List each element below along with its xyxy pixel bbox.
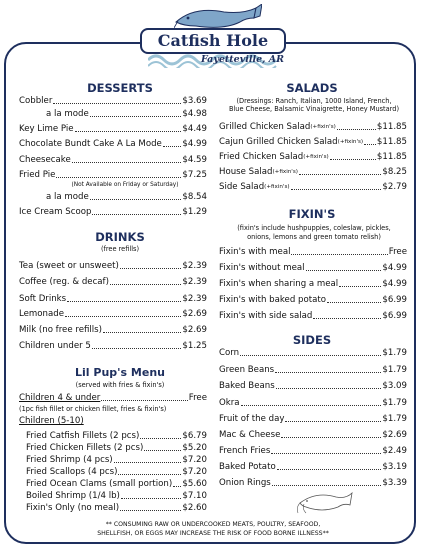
warning-line-1: ** CONSUMING RAW OR UNDERCOOKED MEATS, POULTRY, SEAFOOD, [105,521,321,528]
sides-heading: SIDES [292,333,332,347]
fixins-note-line2: onions, lemons and green tomato relish) [247,233,381,241]
brand-title: Catfish Hole [140,28,286,54]
drink-item: Coffee (reg. & decaf) $2.39 [19,277,207,287]
warning-line-2: SHELLFISH, OR EGGS MAY INCREASE THE RISK OF FOOD BORNE ILLNESS** [97,529,329,537]
kids-note: (served with fries & fixin's) [75,381,165,389]
kids-item: Fixin's Only (no meal) $2.60 [26,503,207,513]
fixins-item: Fixin's with meal Free [219,247,407,257]
fixins-heading: FIXIN'S [288,207,336,221]
kids-item: Fried Ocean Clams (small portion) $5.60 [26,479,207,489]
fried-pie-note: (Not Available on Friday or Saturday) [71,182,179,188]
kids-item: Fried Shrimp (4 pcs) $7.20 [26,455,207,465]
kids-heading: Lil Pup's Menu [75,366,165,379]
salad-item: Cajun Grilled Chicken Salad (+fixin's) $11.85 [219,137,407,147]
dessert-item: Chocolate Bundt Cake A La Mode $4.99 [19,139,207,149]
salad-item: Fried Chicken Salad (+fixin's) $11.85 [219,152,407,162]
kids-group-label: Children (5-10) [19,416,84,426]
kids-item: Fried Scallops (4 pcs) $7.20 [26,467,207,477]
fixins-item: Fixin's without meal $4.99 [219,263,407,273]
dessert-item: Cobbler $3.69 [19,96,207,106]
side-item: French Fries $2.49 [219,446,407,456]
side-item: Onion Rings $3.39 [219,478,407,488]
dessert-item: a la mode $4.98 [46,109,207,119]
salad-item: House Salad (+fixin's) $8.25 [219,167,407,177]
fixins-note-line1: (fixin's include hushpuppies, coleslaw, pickles, [237,224,391,232]
dessert-item: Fried Pie $7.25 [19,170,207,180]
fish-sketch-icon [296,487,358,515]
drink-item: Lemonade $2.69 [19,309,207,319]
dessert-item: Ice Cream Scoop $1.29 [19,207,207,217]
fixins-item: Fixin's with baked potato $6.99 [219,295,407,305]
fixins-item: Fixin's with side salad $6.99 [219,311,407,321]
drink-item: Children under 5 $1.25 [19,341,207,351]
salads-note-line1: (Dressings: Ranch, Italian, 1000 Island, French, [236,97,392,105]
food-safety-warning [60,521,366,538]
side-item: Fruit of the day $1.79 [219,414,407,424]
side-item: Corn $1.79 [219,348,407,358]
drink-item: Milk (no free refills) $2.69 [19,325,207,335]
kids-item: Fried Catfish Fillets (2 pcs) $6.79 [26,431,207,441]
kids-item: Boiled Shrimp (1/4 lb) $7.10 [26,491,207,501]
side-item: Green Beans $1.79 [219,365,407,375]
fixins-item: Fixin's when sharing a meal $4.99 [219,279,407,289]
side-item: Baked Potato $3.19 [219,462,407,472]
dessert-item: Cheesecake $4.59 [19,155,207,165]
side-item: Baked Beans $3.09 [219,381,407,391]
salad-item: Side Salad (+fixin's) $2.79 [219,182,407,192]
kids-item: Fried Chicken Fillets (2 pcs) $5.20 [26,443,207,453]
kids-under4-item: Children 4 & under Free [19,393,207,403]
logo [140,4,286,74]
drinks-note: (free refills) [100,245,140,253]
drinks-heading: DRINKS [95,230,145,244]
side-item: Okra $1.79 [219,398,407,408]
desserts-heading: DESSERTS [87,81,153,95]
kids-under4-note: (1pc fish fillet or chicken fillet, fries & fixin's) [19,405,167,413]
brand-location: Fayetteville, AR [200,54,284,65]
dessert-item: a la mode $8.54 [46,192,207,202]
dessert-item: Key Lime Pie $4.49 [19,124,207,134]
salad-item: Grilled Chicken Salad (+fixin's) $11.85 [219,122,407,132]
salads-note-line2: Blue Cheese, Balsamic Vinaigrette, Honey Mustard) [228,105,400,113]
drink-item: Soft Drinks $2.39 [19,294,207,304]
salads-heading: SALADS [286,81,338,95]
side-item: Mac & Cheese $2.69 [219,430,407,440]
drink-item: Tea (sweet or unsweet) $2.39 [19,261,207,271]
